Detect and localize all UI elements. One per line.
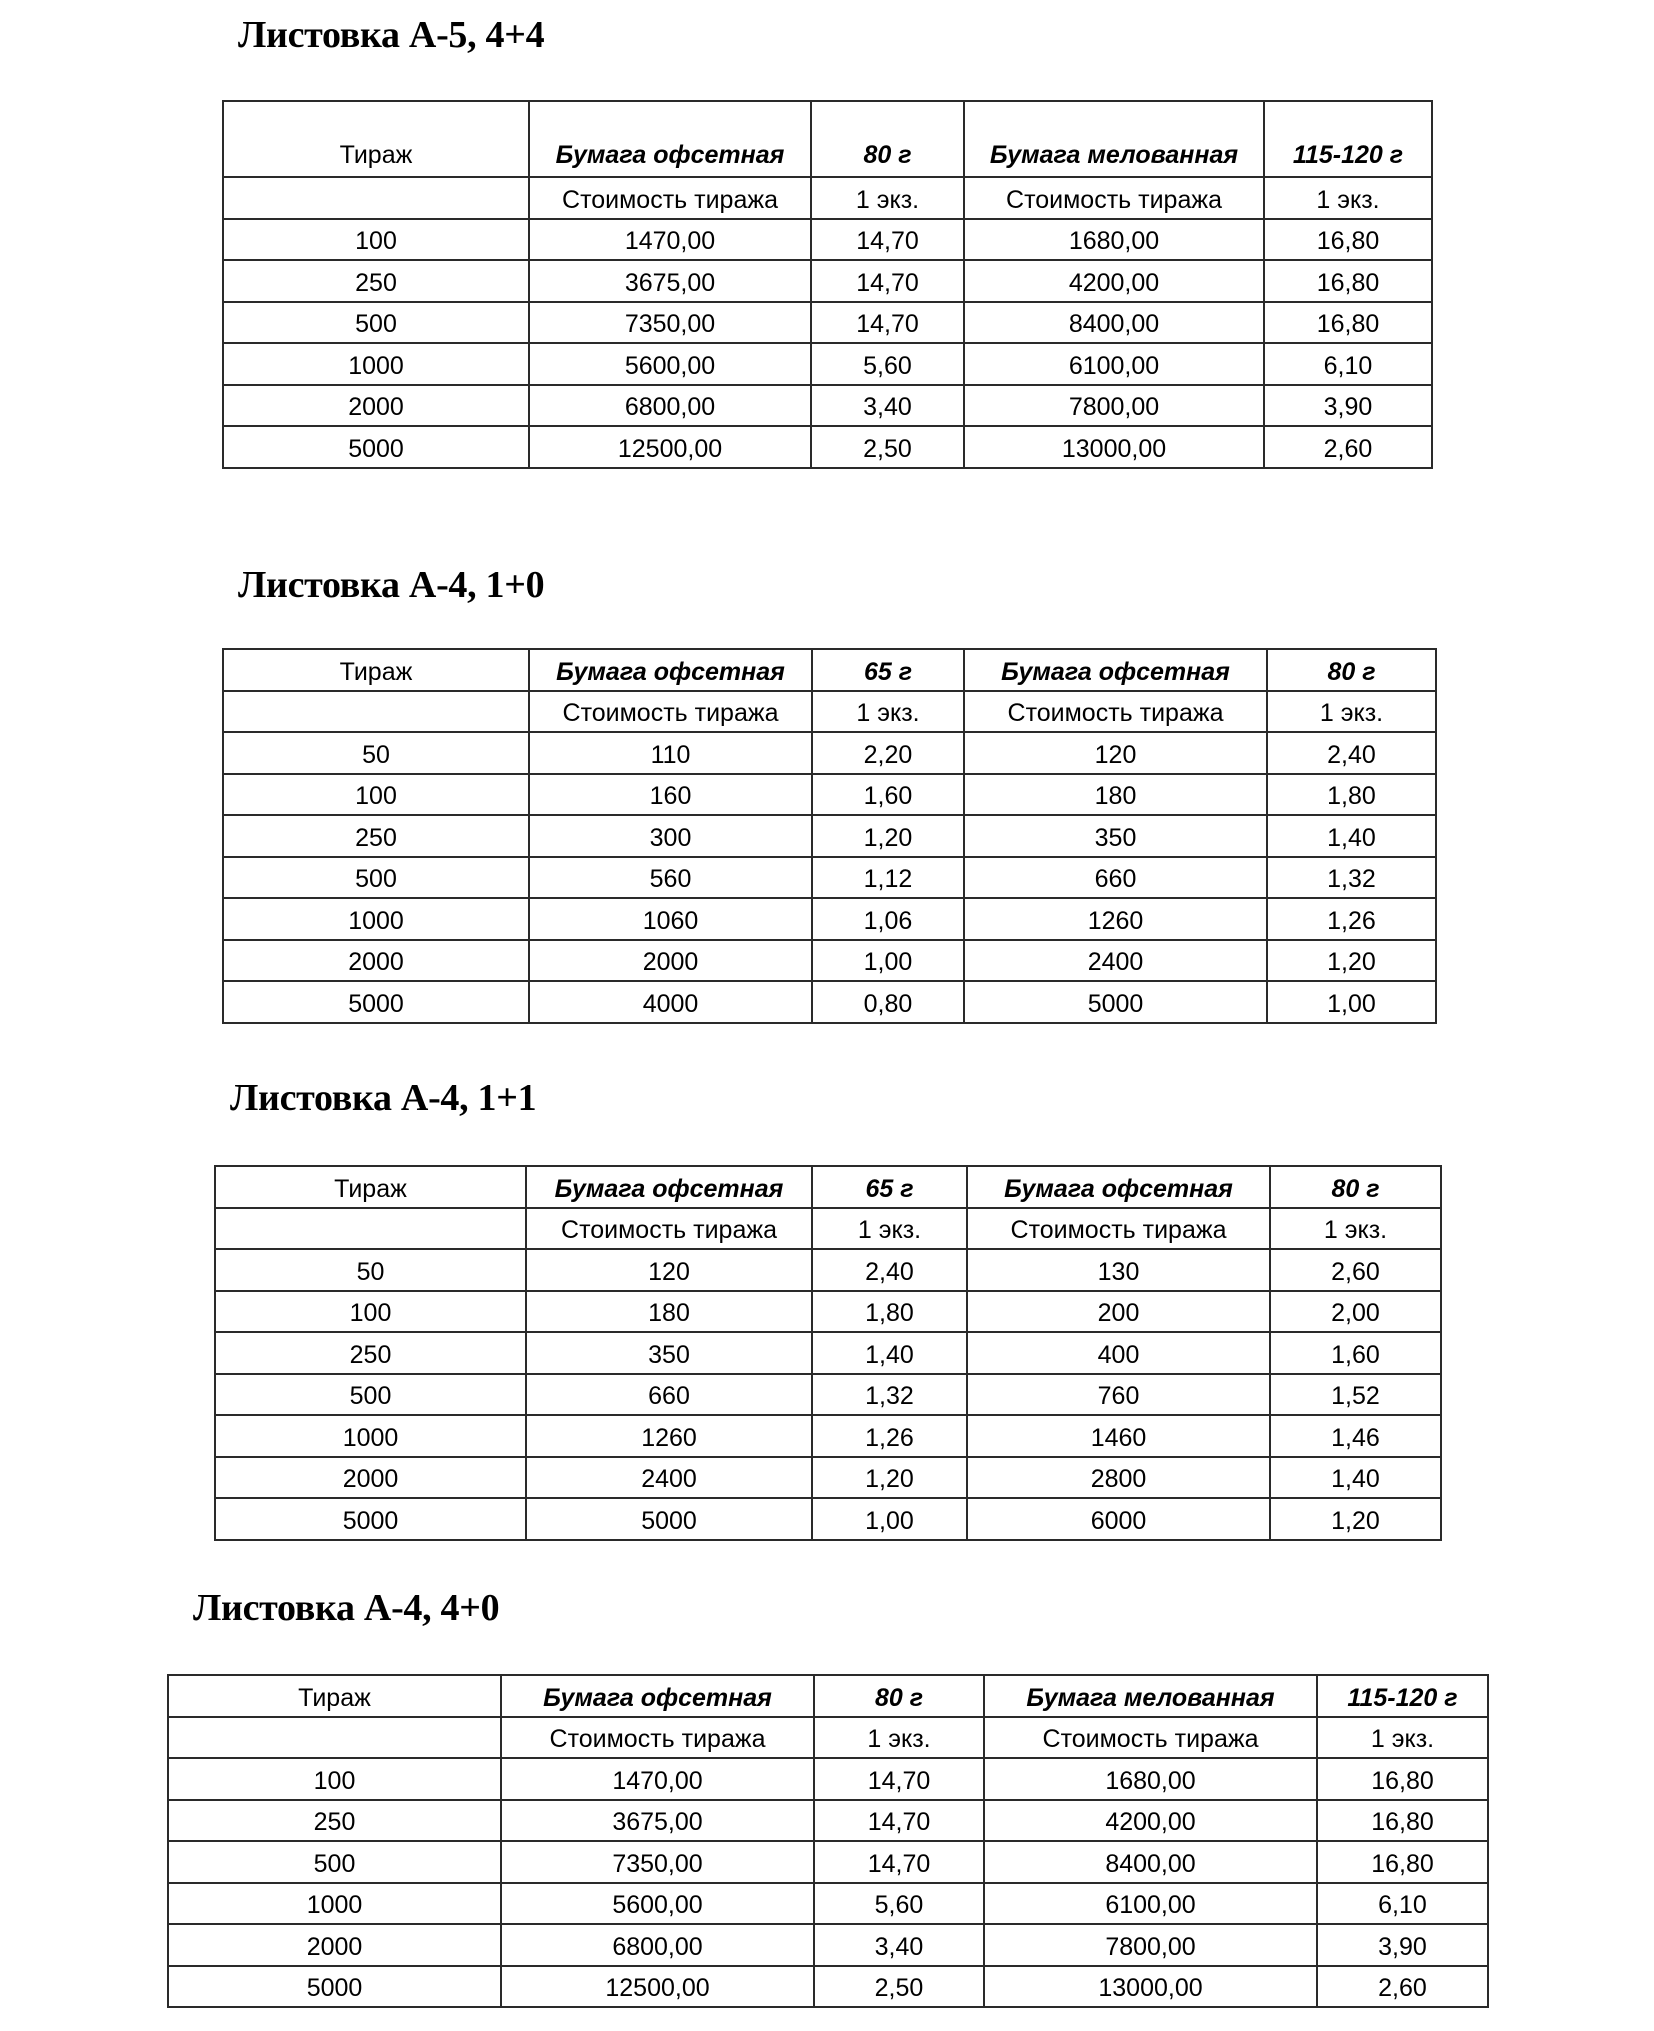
quantity-cell: 2000 bbox=[215, 1457, 526, 1499]
table-row bbox=[168, 1883, 1488, 1925]
table-row bbox=[223, 302, 1432, 344]
price-cell: 1,20 bbox=[812, 815, 964, 857]
price-cell: 8400,00 bbox=[964, 302, 1264, 344]
price-cell: 3,90 bbox=[1317, 1924, 1488, 1966]
quantity-cell: 5000 bbox=[168, 1966, 501, 2008]
quantity-cell: 1000 bbox=[215, 1415, 526, 1457]
section-title: Листовка А-4, 1+1 bbox=[230, 1077, 537, 1119]
table-row bbox=[168, 1966, 1488, 2008]
price-cell: 1,12 bbox=[812, 857, 964, 899]
quantity-cell: 1000 bbox=[168, 1883, 501, 1925]
subheader-row bbox=[168, 1717, 1488, 1759]
price-cell: 4200,00 bbox=[984, 1800, 1317, 1842]
table-row bbox=[223, 426, 1432, 468]
price-table-a4-4-0 bbox=[167, 1674, 1489, 2008]
subheader-cell: 1 экз. bbox=[814, 1717, 984, 1759]
table-row bbox=[215, 1457, 1441, 1499]
price-cell: 16,80 bbox=[1317, 1841, 1488, 1883]
quantity-cell: 250 bbox=[223, 260, 529, 302]
price-cell: 5000 bbox=[526, 1498, 812, 1540]
table-row bbox=[168, 1758, 1488, 1800]
price-cell: 130 bbox=[967, 1249, 1270, 1291]
price-cell: 300 bbox=[529, 815, 812, 857]
table-row bbox=[215, 1291, 1441, 1333]
table-row bbox=[168, 1924, 1488, 1966]
quantity-cell: 2000 bbox=[168, 1924, 501, 1966]
quantity-cell: 2000 bbox=[223, 385, 529, 427]
price-cell: 2,20 bbox=[812, 732, 964, 774]
table-row bbox=[223, 857, 1436, 899]
price-cell: 12500,00 bbox=[529, 426, 811, 468]
quantity-cell: 1000 bbox=[223, 343, 529, 385]
price-cell: 2,60 bbox=[1264, 426, 1432, 468]
price-cell: 180 bbox=[964, 774, 1267, 816]
price-cell: 760 bbox=[967, 1374, 1270, 1416]
header-row bbox=[215, 1166, 1441, 1208]
price-cell: 3675,00 bbox=[501, 1800, 814, 1842]
column-header-tirazh: Тираж bbox=[223, 101, 529, 177]
price-cell: 13000,00 bbox=[984, 1966, 1317, 2008]
quantity-cell: 2000 bbox=[223, 940, 529, 982]
table-row bbox=[215, 1332, 1441, 1374]
price-table-a4-1-0 bbox=[222, 648, 1437, 1024]
price-cell: 1,20 bbox=[812, 1457, 967, 1499]
column-header: Бумага офсетная bbox=[501, 1675, 814, 1717]
table-row bbox=[223, 774, 1436, 816]
price-cell: 3675,00 bbox=[529, 260, 811, 302]
subheader-cell bbox=[168, 1717, 501, 1759]
column-header: 80 г bbox=[1267, 649, 1436, 691]
price-cell: 1470,00 bbox=[501, 1758, 814, 1800]
price-cell: 1,40 bbox=[1270, 1457, 1441, 1499]
price-cell: 14,70 bbox=[814, 1841, 984, 1883]
subheader-cell: Стоимость тиража bbox=[984, 1717, 1317, 1759]
column-header: 80 г bbox=[811, 101, 964, 177]
price-cell: 2,40 bbox=[1267, 732, 1436, 774]
subheader-cell: 1 экз. bbox=[812, 1208, 967, 1250]
subheader-cell: Стоимость тиража bbox=[529, 177, 811, 219]
price-cell: 16,80 bbox=[1264, 302, 1432, 344]
price-cell: 3,90 bbox=[1264, 385, 1432, 427]
column-header: 65 г bbox=[812, 1166, 967, 1208]
price-cell: 1,00 bbox=[812, 1498, 967, 1540]
table-row bbox=[215, 1415, 1441, 1457]
subheader-cell: Стоимость тиража bbox=[964, 177, 1264, 219]
price-cell: 1,26 bbox=[812, 1415, 967, 1457]
quantity-cell: 5000 bbox=[223, 981, 529, 1023]
price-cell: 16,80 bbox=[1317, 1758, 1488, 1800]
price-cell: 2,60 bbox=[1270, 1249, 1441, 1291]
price-cell: 7800,00 bbox=[964, 385, 1264, 427]
subheader-cell: Стоимость тиража bbox=[967, 1208, 1270, 1250]
subheader-cell: Стоимость тиража bbox=[529, 691, 812, 733]
price-cell: 16,80 bbox=[1264, 219, 1432, 261]
column-header: 115-120 г bbox=[1264, 101, 1432, 177]
price-cell: 1260 bbox=[964, 898, 1267, 940]
price-cell: 14,70 bbox=[814, 1800, 984, 1842]
price-cell: 2,00 bbox=[1270, 1291, 1441, 1333]
price-table-a4-1-1 bbox=[214, 1165, 1442, 1541]
column-header: Бумага офсетная bbox=[526, 1166, 812, 1208]
price-cell: 6,10 bbox=[1317, 1883, 1488, 1925]
section-title: Листовка А-4, 1+0 bbox=[238, 564, 545, 606]
price-cell: 6,10 bbox=[1264, 343, 1432, 385]
column-header: Бумага мелованная bbox=[984, 1675, 1317, 1717]
quantity-cell: 500 bbox=[223, 302, 529, 344]
subheader-row bbox=[215, 1208, 1441, 1250]
subheader-cell: Стоимость тиража bbox=[501, 1717, 814, 1759]
price-cell: 2800 bbox=[967, 1457, 1270, 1499]
price-cell: 1,40 bbox=[1267, 815, 1436, 857]
subheader-cell: 1 экз. bbox=[812, 691, 964, 733]
quantity-cell: 1000 bbox=[223, 898, 529, 940]
price-cell: 1470,00 bbox=[529, 219, 811, 261]
column-header: 80 г bbox=[1270, 1166, 1441, 1208]
quantity-cell: 500 bbox=[168, 1841, 501, 1883]
subheader-row bbox=[223, 177, 1432, 219]
price-cell: 350 bbox=[526, 1332, 812, 1374]
price-cell: 4200,00 bbox=[964, 260, 1264, 302]
price-cell: 1,26 bbox=[1267, 898, 1436, 940]
column-header: Бумага офсетная bbox=[529, 101, 811, 177]
price-cell: 1260 bbox=[526, 1415, 812, 1457]
table-row bbox=[215, 1374, 1441, 1416]
subheader-cell: Стоимость тиража bbox=[526, 1208, 812, 1250]
table-row bbox=[223, 343, 1432, 385]
header-row bbox=[223, 101, 1432, 177]
column-header: Бумага офсетная bbox=[529, 649, 812, 691]
price-cell: 1,32 bbox=[812, 1374, 967, 1416]
section-title: Листовка А-5, 4+4 bbox=[238, 14, 545, 56]
column-header-tirazh: Тираж bbox=[223, 649, 529, 691]
price-cell: 14,70 bbox=[814, 1758, 984, 1800]
price-cell: 200 bbox=[967, 1291, 1270, 1333]
price-cell: 1,20 bbox=[1267, 940, 1436, 982]
price-cell: 2,50 bbox=[811, 426, 964, 468]
price-cell: 1680,00 bbox=[964, 219, 1264, 261]
header-row bbox=[223, 649, 1436, 691]
price-cell: 350 bbox=[964, 815, 1267, 857]
subheader-row bbox=[223, 691, 1436, 733]
price-cell: 6000 bbox=[967, 1498, 1270, 1540]
price-cell: 160 bbox=[529, 774, 812, 816]
table-row bbox=[223, 260, 1432, 302]
price-cell: 1,06 bbox=[812, 898, 964, 940]
subheader-cell: 1 экз. bbox=[1317, 1717, 1488, 1759]
price-cell: 13000,00 bbox=[964, 426, 1264, 468]
quantity-cell: 5000 bbox=[215, 1498, 526, 1540]
price-cell: 660 bbox=[964, 857, 1267, 899]
price-cell: 5000 bbox=[964, 981, 1267, 1023]
subheader-cell bbox=[223, 691, 529, 733]
price-cell: 6800,00 bbox=[529, 385, 811, 427]
table-row bbox=[223, 385, 1432, 427]
quantity-cell: 50 bbox=[215, 1249, 526, 1291]
price-cell: 8400,00 bbox=[984, 1841, 1317, 1883]
price-cell: 1,52 bbox=[1270, 1374, 1441, 1416]
price-cell: 7350,00 bbox=[501, 1841, 814, 1883]
column-header-tirazh: Тираж bbox=[215, 1166, 526, 1208]
quantity-cell: 250 bbox=[168, 1800, 501, 1842]
price-cell: 120 bbox=[526, 1249, 812, 1291]
price-cell: 1,20 bbox=[1270, 1498, 1441, 1540]
column-header: 65 г bbox=[812, 649, 964, 691]
column-header: 115-120 г bbox=[1317, 1675, 1488, 1717]
price-cell: 660 bbox=[526, 1374, 812, 1416]
subheader-cell: 1 экз. bbox=[1270, 1208, 1441, 1250]
price-cell: 120 bbox=[964, 732, 1267, 774]
quantity-cell: 5000 bbox=[223, 426, 529, 468]
price-cell: 6800,00 bbox=[501, 1924, 814, 1966]
price-cell: 7350,00 bbox=[529, 302, 811, 344]
price-cell: 560 bbox=[529, 857, 812, 899]
quantity-cell: 500 bbox=[223, 857, 529, 899]
subheader-cell bbox=[215, 1208, 526, 1250]
quantity-cell: 250 bbox=[215, 1332, 526, 1374]
price-cell: 1680,00 bbox=[984, 1758, 1317, 1800]
header-row bbox=[168, 1675, 1488, 1717]
price-cell: 1,00 bbox=[812, 940, 964, 982]
price-cell: 4000 bbox=[529, 981, 812, 1023]
column-header: Бумага мелованная bbox=[964, 101, 1264, 177]
table-row bbox=[223, 815, 1436, 857]
quantity-cell: 100 bbox=[168, 1758, 501, 1800]
quantity-cell: 250 bbox=[223, 815, 529, 857]
price-table-a5-4-4 bbox=[222, 100, 1433, 469]
quantity-cell: 500 bbox=[215, 1374, 526, 1416]
quantity-cell: 100 bbox=[223, 774, 529, 816]
price-cell: 2,60 bbox=[1317, 1966, 1488, 2008]
price-cell: 2400 bbox=[526, 1457, 812, 1499]
table-row bbox=[215, 1498, 1441, 1540]
price-cell: 1,60 bbox=[812, 774, 964, 816]
column-header: 80 г bbox=[814, 1675, 984, 1717]
column-header: Бумага офсетная bbox=[967, 1166, 1270, 1208]
price-cell: 2,50 bbox=[814, 1966, 984, 2008]
price-cell: 1,60 bbox=[1270, 1332, 1441, 1374]
price-cell: 110 bbox=[529, 732, 812, 774]
subheader-cell: 1 экз. bbox=[811, 177, 964, 219]
price-cell: 1060 bbox=[529, 898, 812, 940]
price-cell: 1,00 bbox=[1267, 981, 1436, 1023]
price-cell: 1,80 bbox=[812, 1291, 967, 1333]
price-cell: 5600,00 bbox=[529, 343, 811, 385]
price-cell: 6100,00 bbox=[964, 343, 1264, 385]
price-cell: 180 bbox=[526, 1291, 812, 1333]
price-cell: 3,40 bbox=[811, 385, 964, 427]
price-cell: 6100,00 bbox=[984, 1883, 1317, 1925]
price-cell: 5,60 bbox=[811, 343, 964, 385]
price-cell: 16,80 bbox=[1264, 260, 1432, 302]
price-cell: 7800,00 bbox=[984, 1924, 1317, 1966]
price-cell: 14,70 bbox=[811, 302, 964, 344]
price-cell: 2400 bbox=[964, 940, 1267, 982]
price-cell: 1460 bbox=[967, 1415, 1270, 1457]
table-row bbox=[223, 940, 1436, 982]
table-row bbox=[223, 219, 1432, 261]
price-cell: 12500,00 bbox=[501, 1966, 814, 2008]
quantity-cell: 50 bbox=[223, 732, 529, 774]
section-title: Листовка А-4, 4+0 bbox=[193, 1587, 500, 1629]
price-cell: 2000 bbox=[529, 940, 812, 982]
price-cell: 1,40 bbox=[812, 1332, 967, 1374]
price-cell: 400 bbox=[967, 1332, 1270, 1374]
table-row bbox=[168, 1841, 1488, 1883]
price-cell: 3,40 bbox=[814, 1924, 984, 1966]
quantity-cell: 100 bbox=[215, 1291, 526, 1333]
price-cell: 5,60 bbox=[814, 1883, 984, 1925]
table-row bbox=[223, 898, 1436, 940]
price-cell: 14,70 bbox=[811, 219, 964, 261]
price-cell: 16,80 bbox=[1317, 1800, 1488, 1842]
table-row bbox=[223, 732, 1436, 774]
table-row bbox=[223, 981, 1436, 1023]
column-header: Бумага офсетная bbox=[964, 649, 1267, 691]
column-header-tirazh: Тираж bbox=[168, 1675, 501, 1717]
quantity-cell: 100 bbox=[223, 219, 529, 261]
price-cell: 1,80 bbox=[1267, 774, 1436, 816]
price-cell: 14,70 bbox=[811, 260, 964, 302]
price-cell: 1,32 bbox=[1267, 857, 1436, 899]
price-cell: 1,46 bbox=[1270, 1415, 1441, 1457]
table-row bbox=[215, 1249, 1441, 1291]
price-cell: 5600,00 bbox=[501, 1883, 814, 1925]
table-row bbox=[168, 1800, 1488, 1842]
subheader-cell: 1 экз. bbox=[1267, 691, 1436, 733]
subheader-cell: 1 экз. bbox=[1264, 177, 1432, 219]
subheader-cell bbox=[223, 177, 529, 219]
price-cell: 2,40 bbox=[812, 1249, 967, 1291]
price-cell: 0,80 bbox=[812, 981, 964, 1023]
subheader-cell: Стоимость тиража bbox=[964, 691, 1267, 733]
